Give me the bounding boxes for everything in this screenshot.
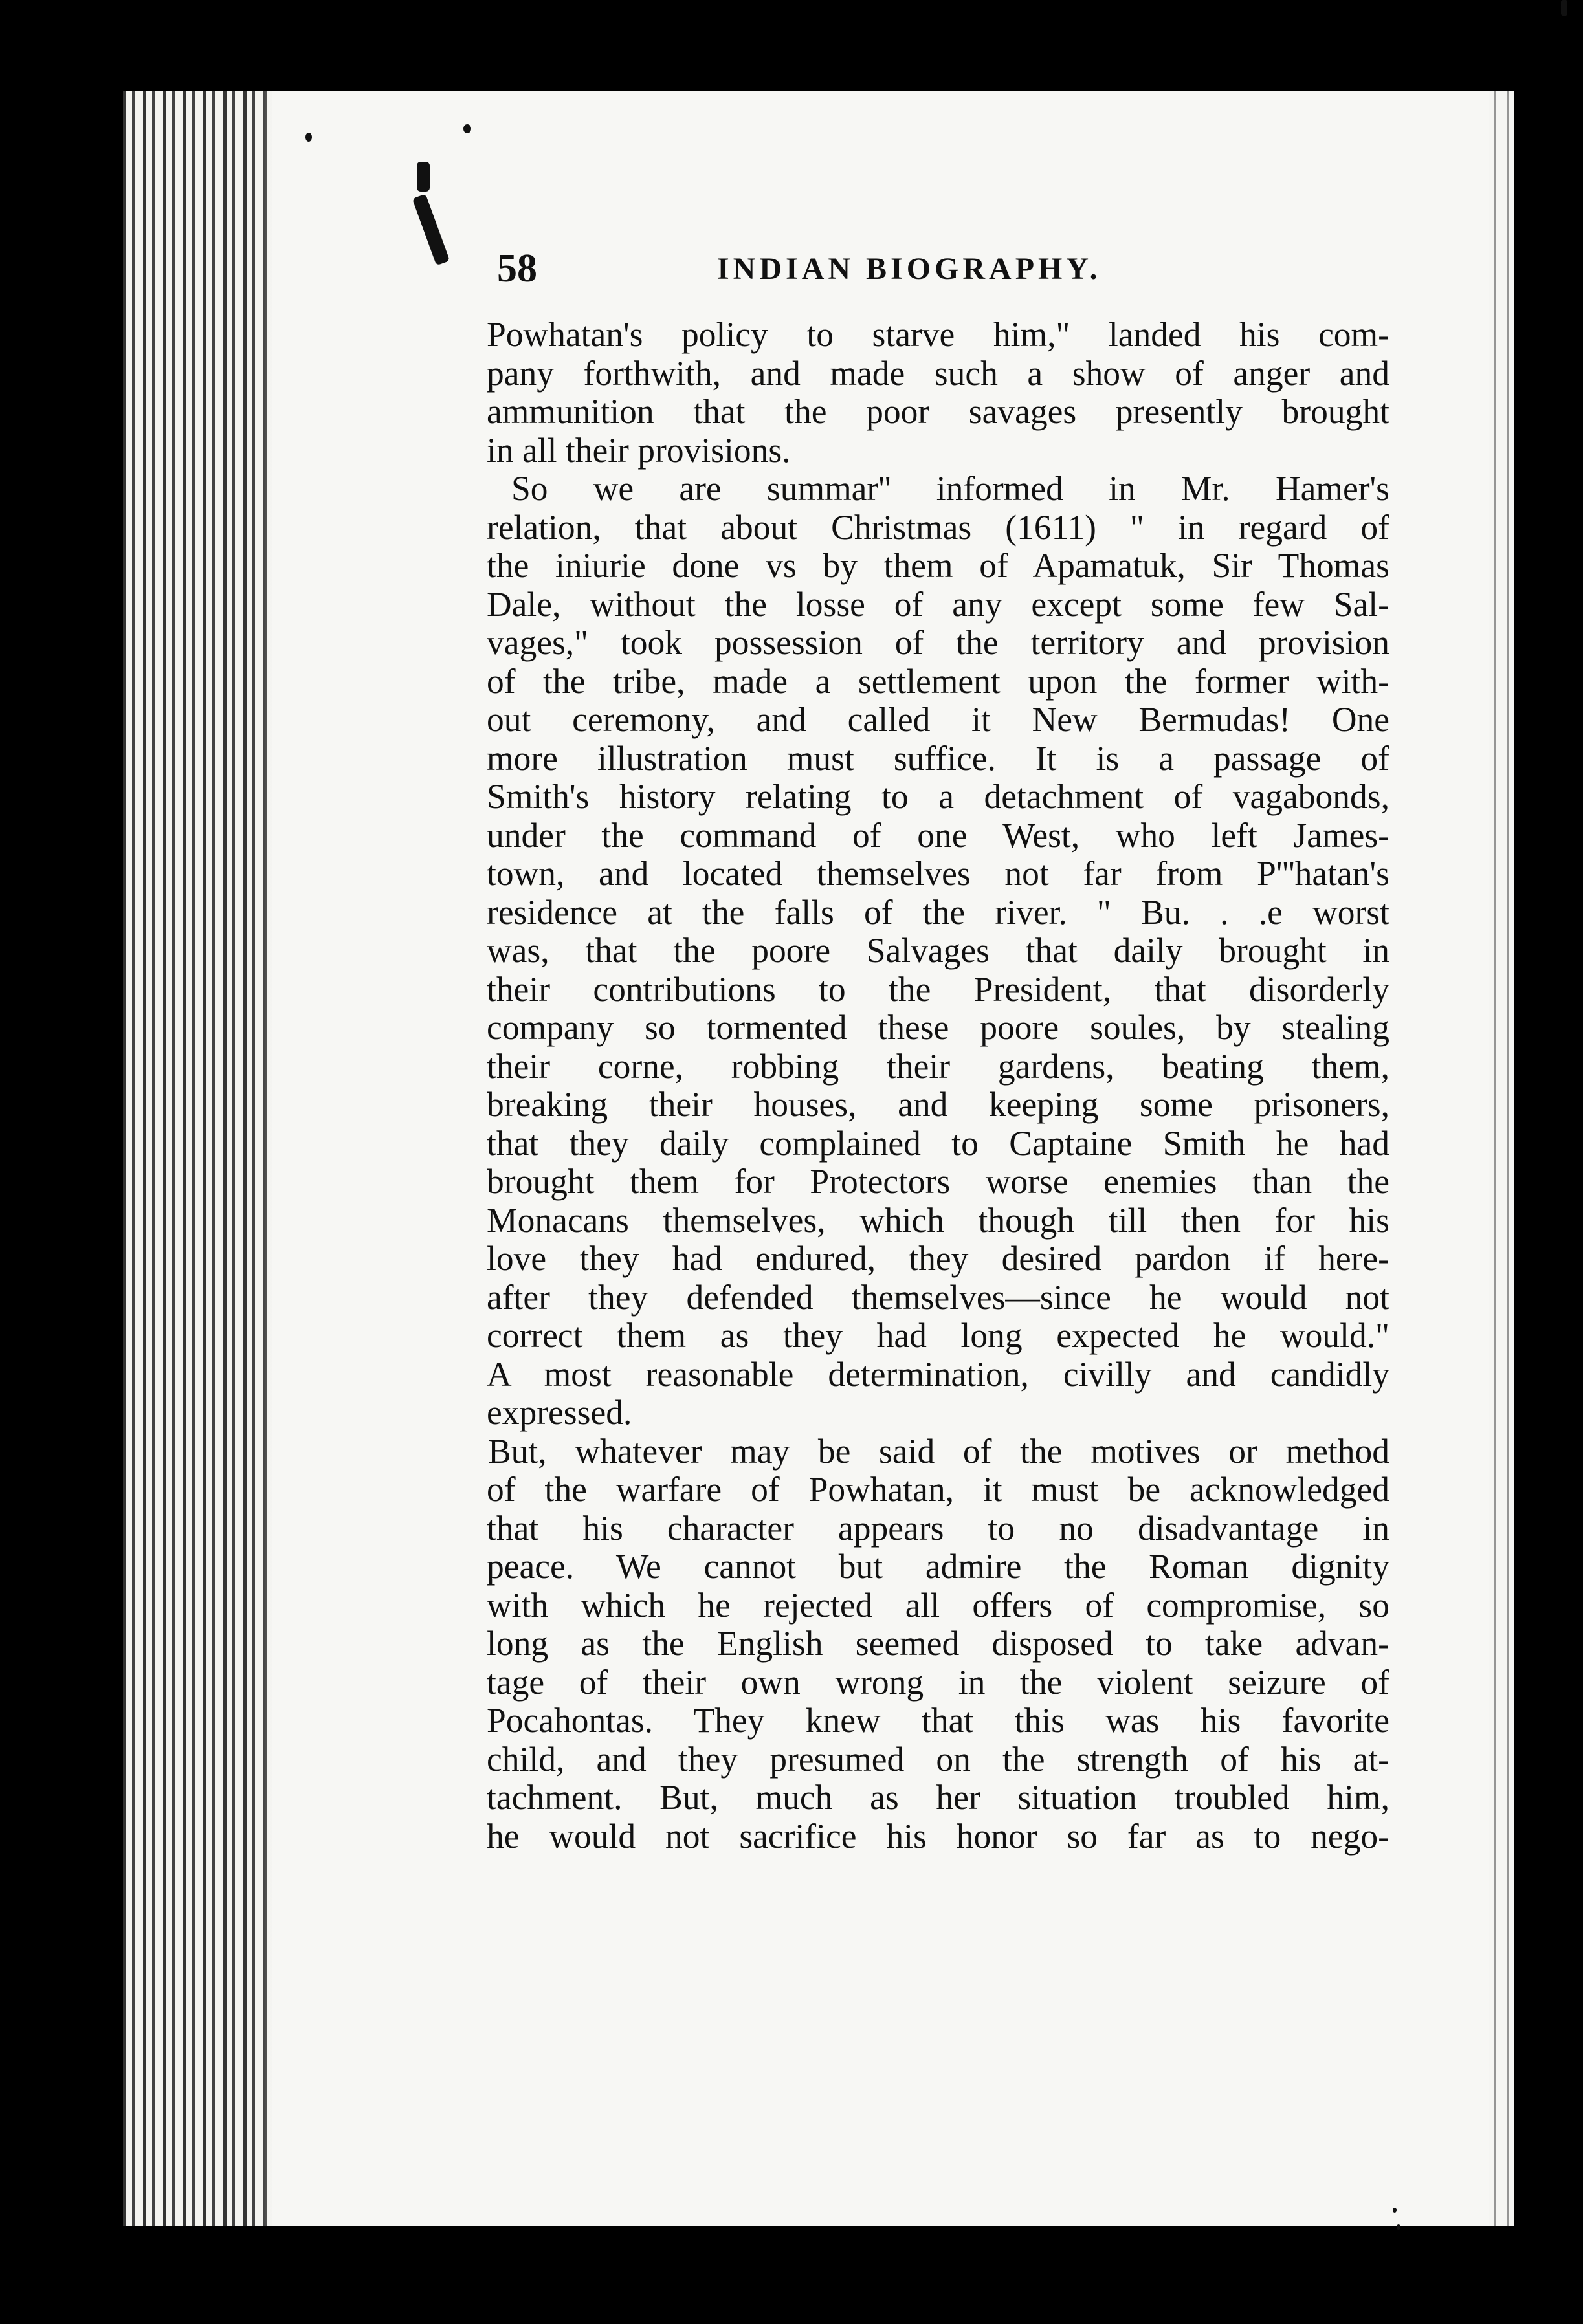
text-line: A most reasonable determination, civilly and candidly — [487, 1354, 1389, 1394]
text-line: under the command of one West, who left James- — [487, 815, 1389, 855]
text-line: with which he rejected all offers of compromise, so — [487, 1585, 1389, 1625]
text-line: company so tormented these poore soules, by stealing — [487, 1008, 1389, 1047]
text-line: peace. We cannot but admire the Roman dignity — [487, 1547, 1389, 1586]
text-line: in all their provisions. — [487, 430, 791, 470]
text-line: Powhatan's policy to starve him," landed his com- — [487, 315, 1389, 354]
text-line: he would not sacrifice his honor so far as to nego- — [487, 1816, 1389, 1856]
text-line: the iniurie done vs by them of Apamatuk, Sir Thomas — [487, 546, 1389, 585]
scan-speck — [463, 124, 471, 133]
text-line: their contributions to the President, that disorderly — [487, 969, 1389, 1009]
text-line: pany forthwith, and made such a show of anger and — [487, 353, 1389, 393]
text-line: love they had endured, they desired pardon if here- — [487, 1239, 1389, 1278]
text-line: residence at the falls of the river. " Bu. . .e worst — [487, 892, 1389, 932]
text-line: relation, that about Christmas (1611) " in regard of — [487, 507, 1389, 547]
scan-speck — [1397, 2224, 1400, 2230]
text-line: their corne, robbing their gardens, beating them, — [487, 1046, 1389, 1086]
text-line: of the tribe, made a settlement upon the former with- — [487, 661, 1389, 701]
scan-speck — [305, 133, 312, 142]
body-text — [487, 316, 1389, 1856]
text-line: Dale, without the losse of any except some few Sal- — [487, 584, 1389, 624]
text-line: Monacans themselves, which though till then for his — [487, 1200, 1389, 1240]
page-header — [497, 246, 1403, 291]
text-line: that his character appears to no disadvantage in — [487, 1508, 1389, 1548]
text-line: was, that the poore Salvages that daily brought in — [487, 931, 1389, 970]
text-line: ammunition that the poor savages presently brought — [487, 392, 1389, 431]
gutter-shadow — [259, 91, 311, 2226]
scan-speck — [1561, 0, 1567, 16]
text-line: of the warfare of Powhatan, it must be acknowledged — [487, 1470, 1389, 1509]
page-number: 58 — [497, 247, 537, 290]
scan-speck — [1393, 2208, 1397, 2213]
text-line: tage of their own wrong in the violent seizure of — [487, 1662, 1389, 1702]
text-line: expressed. — [487, 1393, 632, 1432]
text-line: town, and located themselves not far from P'''hatan's — [487, 854, 1389, 893]
text-line: child, and they presumed on the strength of his at- — [487, 1739, 1389, 1779]
text-line: Pocahontas. They knew that this was his favorite — [487, 1701, 1389, 1740]
text-line: brought them for Protectors worse enemies than the — [487, 1162, 1389, 1201]
text-line: after they defended themselves—since he would not — [487, 1277, 1389, 1317]
text-line: tachment. But, much as her situation troubled him, — [487, 1778, 1389, 1817]
text-line: out ceremony, and called it New Bermudas! One — [487, 700, 1389, 739]
text-line: Smith's history relating to a detachment of vagabonds, — [487, 777, 1389, 816]
text-line: vages," took possession of the territory and provision — [487, 623, 1389, 662]
running-head: INDIAN BIOGRAPHY. — [717, 252, 1101, 286]
scan-speck — [417, 162, 430, 192]
text-line: more illustration must suffice. It is a passage of — [487, 738, 1389, 778]
text-line: But, whatever may be said of the motives or method — [488, 1431, 1389, 1471]
text-line: that they daily complained to Captaine Smith he had — [487, 1123, 1389, 1163]
text-line: correct them as they had long expected he would." — [487, 1316, 1389, 1355]
text-line: long as the English seemed disposed to take advan- — [487, 1624, 1389, 1663]
text-line: So we are summar'' informed in Mr. Hamer's — [511, 469, 1389, 508]
page-fore-edge — [1489, 91, 1514, 2226]
binding-gutter — [123, 91, 272, 2226]
text-line: breaking their houses, and keeping some prisoners, — [487, 1085, 1389, 1124]
